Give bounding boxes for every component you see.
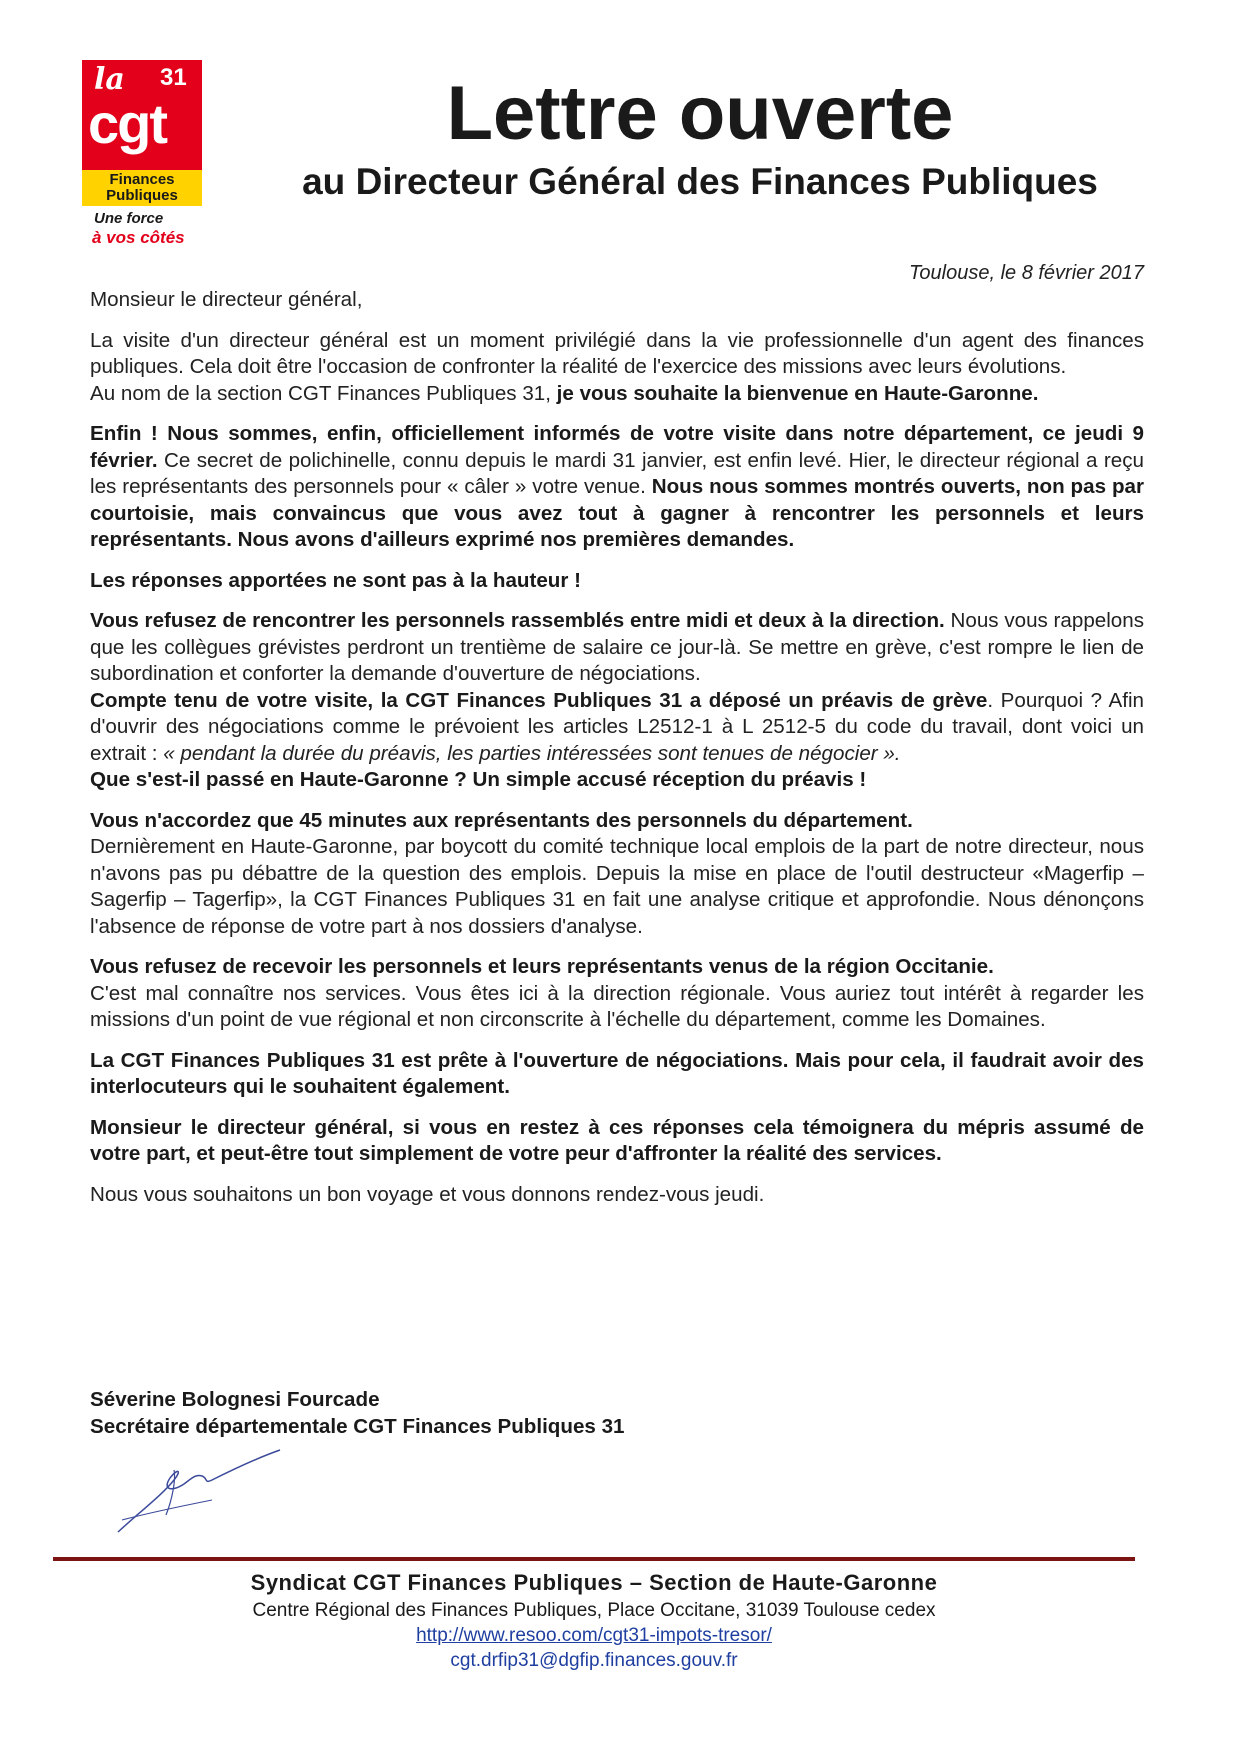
signature-block: [90, 1386, 625, 1440]
paragraph-7: [90, 767, 1144, 794]
footer: [53, 1568, 1135, 1673]
paragraph-9-bold: Vous refusez de recevoir les personnels et leurs représentants venus de la région Occitanie.: [90, 955, 994, 978]
paragraph-9: [90, 954, 1144, 1034]
paragraph-5-bold: Vous refusez de rencontrer les personnels rassemblés entre midi et deux à la direction.: [90, 609, 945, 632]
logo-line1: Finances: [109, 171, 175, 188]
footer-email[interactable]: cgt.drfip31@dgfip.finances.gouv.fr: [450, 1650, 738, 1671]
signer-role: Secrétaire départementale CGT Finances Publiques 31: [90, 1415, 625, 1438]
paragraph-3-text: Ce secret de polichinelle, connu depuis le mardi 31 janvier, est enfin levé. Hier, le directeur régional a reçu les représentants des personnels pour « câler » votre venue.: [90, 448, 1144, 498]
paragraph-6-bold: Compte tenu de votre visite, la CGT Finances Publiques 31 a déposé un préavis de grève: [90, 688, 988, 712]
signer-name: Séverine Bolognesi Fourcade: [90, 1388, 380, 1411]
paragraph-6: [90, 688, 1144, 768]
salutation: Monsieur le directeur général,: [90, 288, 363, 311]
paragraph-8-bold: Vous n'accordez que 45 minutes aux représentants des personnels du département.: [90, 808, 913, 832]
letter-date: Toulouse, le 8 février 2017: [909, 262, 1144, 284]
logo-finances-publiques: [82, 172, 202, 204]
paragraph-8-text: Dernièrement en Haute-Garonne, par boycott du comité technique local emplois de la part de notre directeur, nous n'avons pas pu débattre de la question des emplois. Depuis la mise en place de l'outil destructeur «Magerfip – Sagerfip – Tagerfip», la CGT Finances Publiques 31 en fait une analyse critique et approfondie. Nous dénonçons l'absence de réponse de votre part à nos dossiers d'analyse.: [90, 835, 1144, 938]
paragraph-2: [90, 381, 1144, 408]
paragraph-10: [90, 1048, 1144, 1101]
paragraph-4-bold: Les réponses apportées ne sont pas à la hauteur !: [90, 568, 581, 592]
logo-slogan-line1: Une force: [94, 210, 164, 227]
footer-org: Syndicat CGT Finances Publiques – Section de Haute-Garonne: [250, 1570, 938, 1595]
paragraph-6-text: . Pourquoi ? Afin d'ouvrir des négociations comme le prévoient les articles L2512-1 à L 2512-5 du code du travail, dont voici un extrait :: [90, 688, 1144, 765]
paragraph-2-text: Au nom de la section CGT Finances Publiques 31,: [90, 381, 557, 405]
handwritten-signature: [112, 1440, 282, 1540]
logo-slogan-line2: à vos côtés: [92, 228, 185, 247]
paragraph-3-bold-b: Nous nous sommes montrés ouverts, non pas par courtoisie, mais convaincus que vous avez tout à gagner à rencontrer les personnels et leurs représentants. Nous avons d'ailleurs exprimé nos premières demandes.: [90, 475, 1145, 551]
cgt-logo: [82, 60, 202, 250]
paragraph-9-text: C'est mal connaître nos services. Vous êtes ici à la direction régionale. Vous auriez tout intérêt à regarder les missions d'un point de vue régional et non circonscrite à l'échelle du département, comme les Domaines.: [90, 981, 1144, 1031]
footer-website-link[interactable]: http://www.resoo.com/cgt31-impots-tresor/: [416, 1625, 772, 1646]
paragraph-12: Nous vous souhaitons un bon voyage et vous donnons rendez-vous jeudi.: [90, 1182, 765, 1206]
paragraph-10-bold: La CGT Finances Publiques 31 est prête à l'ouverture de négociations. Mais pour cela, il faudrait avoir des interlocuteurs qui le souhaitent également.: [90, 1048, 1144, 1098]
paragraph-8: [90, 808, 1144, 941]
paragraph-6-quote: « pendant la durée du préavis, les parties intéressées sont tenues de négocier ».: [163, 741, 901, 765]
logo-number: 31: [160, 64, 187, 91]
paragraph-3-bold-a: Enfin ! Nous sommes, enfin, officiellement informés de votre visite dans notre département, ce jeudi 9 février.: [90, 422, 1144, 472]
page-subtitle: au Directeur Général des Finances Publiques: [302, 161, 1098, 202]
paragraph-11: [90, 1115, 1144, 1168]
logo-la-text: la: [94, 62, 125, 97]
paragraph-2-bold: je vous souhaite la bienvenue en Haute-Garonne.: [556, 381, 1039, 405]
paragraph-7-bold: Que s'est-il passé en Haute-Garonne ? Un simple accusé réception du préavis !: [90, 768, 867, 791]
footer-divider: [53, 1557, 1135, 1561]
paragraph-3: [90, 421, 1144, 554]
paragraph-5-text: Nous vous rappelons que les collègues grévistes perdront un trentième de salaire ce jour-là. Se mettre en grève, c'est rompre le lien de subordination et conforter la demande d'ouverture de négociations.: [90, 609, 1144, 685]
letter-body: [90, 287, 1144, 1222]
paragraph-11-bold: Monsieur le directeur général, si vous en restez à ces réponses cela témoignera du mépris assumé de votre part, et peut-être tout simplement de votre peur d'affronter la réalité des services.: [90, 1115, 1144, 1165]
page-title: Lettre ouverte: [446, 71, 954, 156]
paragraph-4: [90, 568, 1144, 595]
paragraph-5: [90, 608, 1144, 688]
logo-line2: Publiques: [106, 187, 178, 204]
logo-cgt-text: cgt: [88, 92, 166, 155]
paragraph-1: La visite d'un directeur général est un moment privilégié dans la vie professionnelle d'un agent des finances publiques. Cela doit être l'occasion de confronter la réalité de l'exercice des missions avec leurs évolutions.: [90, 328, 1144, 378]
footer-address: Centre Régional des Finances Publiques, Place Occitane, 31039 Toulouse cedex: [252, 1600, 936, 1621]
